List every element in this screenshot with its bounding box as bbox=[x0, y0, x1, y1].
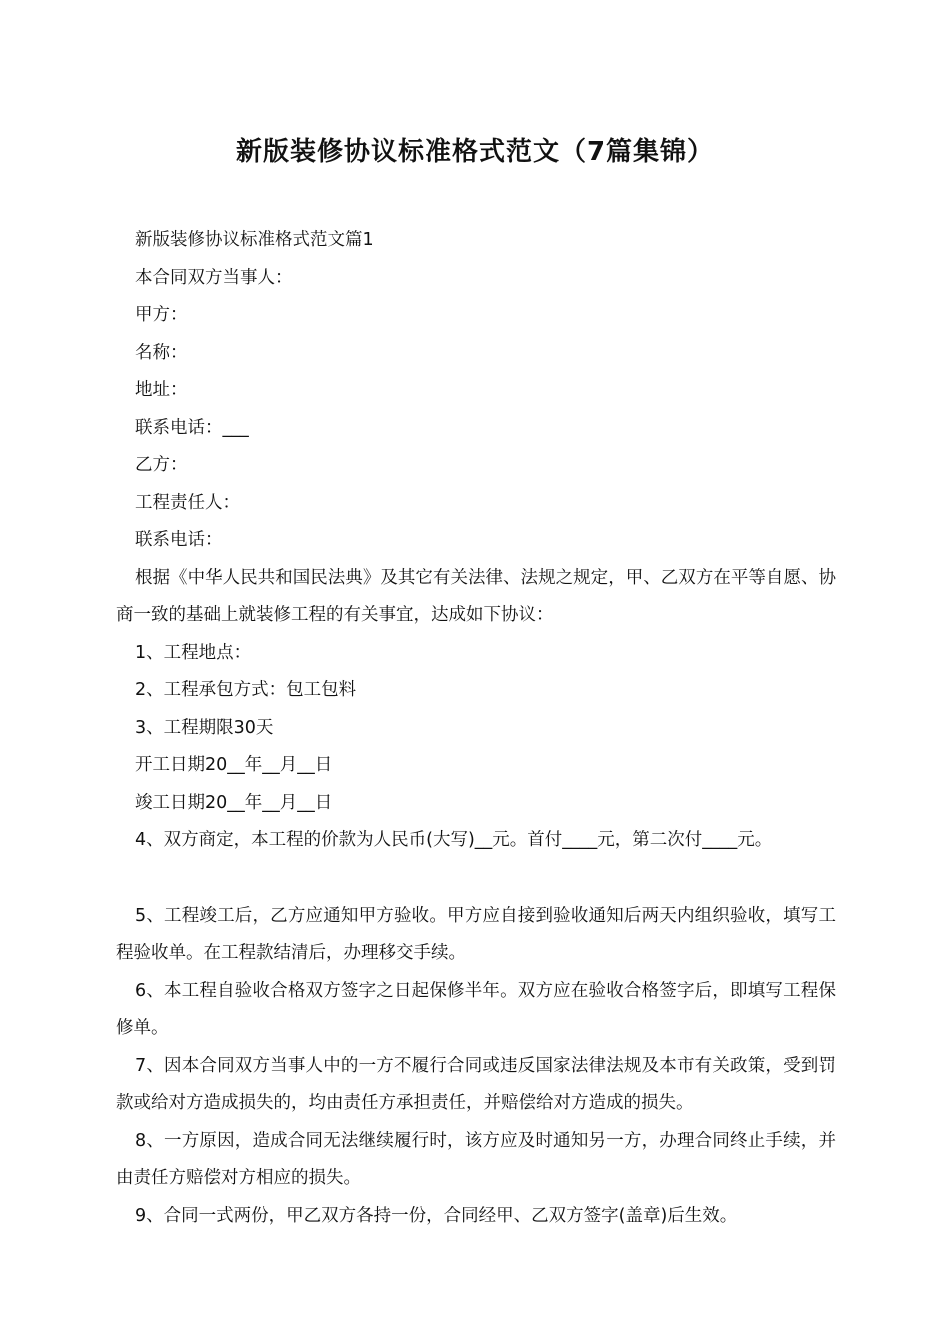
paragraph: 根据《中华人民共和国民法典》及其它有关法律、法规之规定，甲、乙双方在平等自愿、协商一致的基础上就装修工程的有关事宜，达成如下协议： bbox=[116, 567, 836, 625]
paragraph: 联系电话：___ bbox=[135, 417, 249, 438]
paragraph: 9、合同一式两份，甲乙双方各持一份，合同经甲、乙双方签字(盖章)后生效。 bbox=[135, 1205, 738, 1226]
paragraph: 乙方： bbox=[135, 455, 188, 475]
paragraph: 竣工日期20__年__月__日 bbox=[135, 792, 333, 813]
paragraph: 名称： bbox=[135, 342, 188, 363]
paragraph: 开工日期20__年__月__日 bbox=[135, 755, 333, 775]
paragraph: 5、工程竣工后，乙方应通知甲方验收。甲方应自接到验收通知后两天内组织验收，填写工程验收单。在工程款结清后，办理移交手续。 bbox=[116, 905, 836, 963]
paragraph: 地址： bbox=[135, 380, 188, 400]
paragraph: 7、因本合同双方当事人中的一方不履行合同或违反国家法律法规及本市有关政策，受到罚款或给对方造成损失的，均由责任方承担责任，并赔偿给对方造成的损失。 bbox=[116, 1055, 836, 1113]
document-title: 新版装修协议标准格式范文（7篇集锦） bbox=[235, 137, 715, 167]
document-body bbox=[116, 222, 836, 1235]
paragraph: 8、一方原因，造成合同无法继续履行时，该方应及时通知另一方，办理合同终止手续，并由责任方赔偿对方相应的损失。 bbox=[116, 1130, 836, 1188]
paragraph: 4、双方商定，本工程的价款为人民币(大写)__元。首付____元，第二次付____元。 bbox=[135, 830, 773, 850]
paragraph: 本合同双方当事人： bbox=[135, 267, 293, 288]
paragraph: 联系电话： bbox=[135, 530, 223, 550]
paragraph: 甲方： bbox=[135, 305, 188, 325]
paragraph: 1、工程地点： bbox=[135, 642, 252, 663]
paragraph: 6、本工程自验收合格双方签字之日起保修半年。双方应在验收合格签字后，即填写工程保修单。 bbox=[116, 980, 836, 1038]
paragraph: 工程责任人： bbox=[135, 492, 240, 513]
paragraph: 2、工程承包方式：包工包料 bbox=[135, 680, 357, 700]
blank-line bbox=[116, 860, 836, 898]
paragraph: 3、工程期限30天 bbox=[135, 717, 274, 738]
section-heading: 新版装修协议标准格式范文篇1 bbox=[135, 230, 374, 250]
